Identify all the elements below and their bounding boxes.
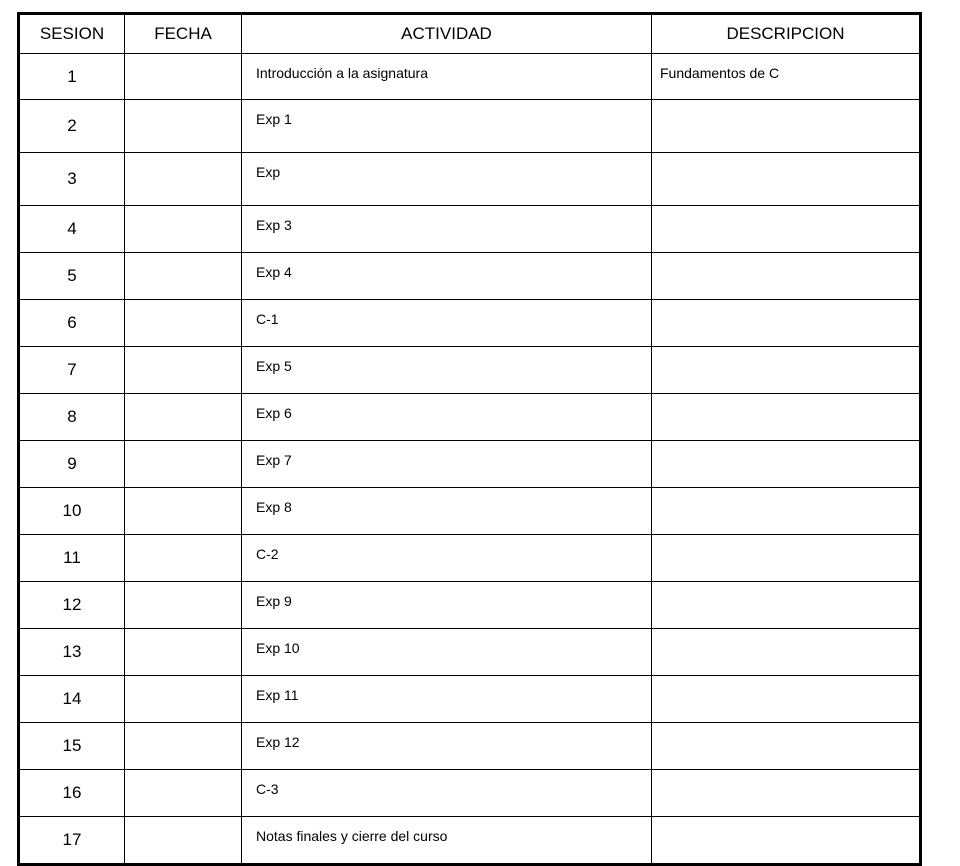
sesion-cell: 6 [19, 300, 125, 347]
actividad-cell: Exp 10 [242, 629, 652, 676]
descripcion-cell [652, 206, 921, 253]
descripcion-cell [652, 347, 921, 394]
table-row [19, 153, 921, 206]
sesion-cell: 7 [19, 347, 125, 394]
sesion-cell: 12 [19, 582, 125, 629]
table-row [19, 817, 921, 865]
descripcion-cell [652, 770, 921, 817]
table-row [19, 535, 921, 582]
descripcion-cell [652, 100, 921, 153]
sesion-cell: 4 [19, 206, 125, 253]
descripcion-cell [652, 441, 921, 488]
descripcion-cell [652, 723, 921, 770]
table-row [19, 676, 921, 723]
actividad-cell: Exp 1 [242, 100, 652, 153]
actividad-cell: Exp 4 [242, 253, 652, 300]
descripcion-cell [652, 394, 921, 441]
actividad-cell: Exp 12 [242, 723, 652, 770]
header-descripcion: DESCRIPCION [652, 14, 921, 54]
sesion-cell: 3 [19, 153, 125, 206]
table-row [19, 770, 921, 817]
sesion-cell: 15 [19, 723, 125, 770]
descripcion-cell [652, 676, 921, 723]
table-body [19, 54, 921, 865]
actividad-cell: Exp 3 [242, 206, 652, 253]
actividad-cell: Exp 6 [242, 394, 652, 441]
fecha-cell [125, 817, 242, 865]
header-actividad: ACTIVIDAD [242, 14, 652, 54]
descripcion-cell [652, 488, 921, 535]
sesion-cell: 16 [19, 770, 125, 817]
actividad-cell: Exp [242, 153, 652, 206]
table-row [19, 723, 921, 770]
fecha-cell [125, 629, 242, 676]
actividad-cell: Notas finales y cierre del curso [242, 817, 652, 865]
descripcion-cell [652, 300, 921, 347]
fecha-cell [125, 488, 242, 535]
actividad-cell: Introducción a la asignatura [242, 54, 652, 100]
sesion-cell: 5 [19, 253, 125, 300]
sesion-cell: 2 [19, 100, 125, 153]
table-row [19, 206, 921, 253]
fecha-cell [125, 582, 242, 629]
descripcion-cell [652, 253, 921, 300]
table-row [19, 582, 921, 629]
descripcion-cell [652, 582, 921, 629]
sesion-cell: 14 [19, 676, 125, 723]
table-row [19, 100, 921, 153]
fecha-cell [125, 535, 242, 582]
sesion-cell: 8 [19, 394, 125, 441]
actividad-cell: Exp 11 [242, 676, 652, 723]
table-row [19, 300, 921, 347]
actividad-cell: Exp 5 [242, 347, 652, 394]
descripcion-cell [652, 535, 921, 582]
actividad-cell: Exp 8 [242, 488, 652, 535]
fecha-cell [125, 54, 242, 100]
table-row [19, 347, 921, 394]
table-row [19, 441, 921, 488]
descripcion-cell: Fundamentos de C [652, 54, 921, 100]
fecha-cell [125, 676, 242, 723]
descripcion-cell [652, 817, 921, 865]
table-row [19, 54, 921, 100]
actividad-cell: C-1 [242, 300, 652, 347]
fecha-cell [125, 347, 242, 394]
fecha-cell [125, 206, 242, 253]
fecha-cell [125, 770, 242, 817]
header-row [19, 14, 921, 54]
actividad-cell: Exp 7 [242, 441, 652, 488]
fecha-cell [125, 723, 242, 770]
actividad-cell: C-3 [242, 770, 652, 817]
fecha-cell [125, 253, 242, 300]
header-fecha: FECHA [125, 14, 242, 54]
actividad-cell: Exp 9 [242, 582, 652, 629]
sesion-cell: 11 [19, 535, 125, 582]
sesion-cell: 9 [19, 441, 125, 488]
table-row [19, 629, 921, 676]
fecha-cell [125, 100, 242, 153]
actividad-cell: C-2 [242, 535, 652, 582]
descripcion-cell [652, 153, 921, 206]
sesion-cell: 17 [19, 817, 125, 865]
table-row [19, 394, 921, 441]
schedule-table [17, 12, 922, 866]
fecha-cell [125, 153, 242, 206]
fecha-cell [125, 300, 242, 347]
table-row [19, 488, 921, 535]
fecha-cell [125, 394, 242, 441]
fecha-cell [125, 441, 242, 488]
descripcion-cell [652, 629, 921, 676]
table-row [19, 253, 921, 300]
sesion-cell: 13 [19, 629, 125, 676]
sesion-cell: 10 [19, 488, 125, 535]
sesion-cell: 1 [19, 54, 125, 100]
header-sesion: SESION [19, 14, 125, 54]
